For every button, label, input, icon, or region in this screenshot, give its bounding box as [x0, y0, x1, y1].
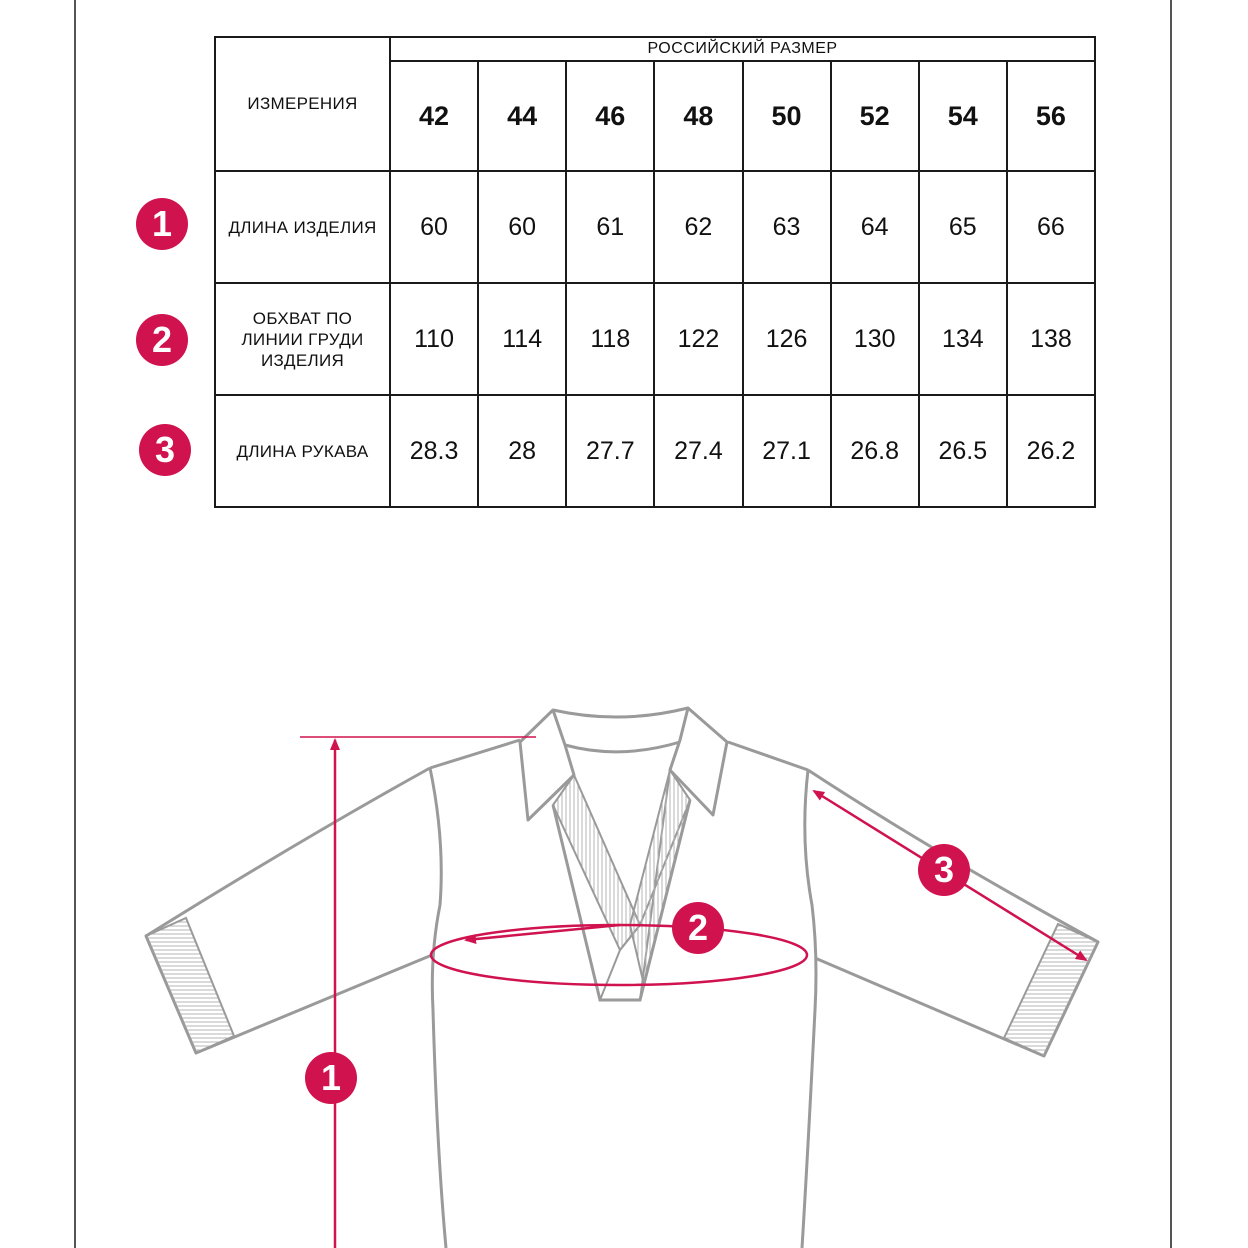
- table-cell: 26.8: [831, 395, 919, 507]
- diagram-marker-1: 1: [305, 1052, 357, 1104]
- table-cell: 63: [743, 171, 831, 283]
- neckline: [565, 742, 680, 752]
- table-cell: 28: [478, 395, 566, 507]
- russian-size-title: РОССИЙСКИЙ РАЗМЕР: [390, 37, 1095, 61]
- size-header: 42: [390, 61, 478, 171]
- size-header: 44: [478, 61, 566, 171]
- size-header: 48: [654, 61, 742, 171]
- size-header: 46: [566, 61, 654, 171]
- left-cuff: [146, 918, 234, 1053]
- table-cell: 114: [478, 283, 566, 395]
- body-left-side: [430, 768, 446, 1248]
- table-cell: 64: [831, 171, 919, 283]
- measurements-header: ИЗМЕРЕНИЯ: [215, 37, 390, 171]
- diagram-marker-3: 3: [918, 844, 970, 896]
- row-label-line: ИЗДЕЛИЯ: [260, 350, 345, 370]
- table-cell: 126: [743, 283, 831, 395]
- table-cell: 65: [919, 171, 1007, 283]
- table-cell: 138: [1007, 283, 1095, 395]
- placket-right-rib: [630, 770, 690, 985]
- table-cell: 60: [390, 171, 478, 283]
- table-cell: 118: [566, 283, 654, 395]
- diagram-marker-2: 2: [672, 902, 724, 954]
- body-right-side: [802, 770, 816, 1248]
- table-cell: 134: [919, 283, 1007, 395]
- right-cuff: [1004, 924, 1098, 1056]
- size-header: 52: [831, 61, 919, 171]
- right-shoulder: [728, 742, 808, 770]
- table-cell: 122: [654, 283, 742, 395]
- collar-back: [553, 708, 688, 717]
- size-header: 56: [1007, 61, 1095, 171]
- left-shoulder: [430, 740, 520, 768]
- table-cell: 61: [566, 171, 654, 283]
- table-cell: 62: [654, 171, 742, 283]
- table-cell: 27.4: [654, 395, 742, 507]
- size-header: 54: [919, 61, 1007, 171]
- row-label-line: ЛИНИИ ГРУДИ: [241, 329, 364, 349]
- table-cell: 26.5: [919, 395, 1007, 507]
- row-label-length: ДЛИНА ИЗДЕЛИЯ: [215, 171, 390, 283]
- table-cell: 110: [390, 283, 478, 395]
- table-cell: 60: [478, 171, 566, 283]
- row-marker-3: 3: [139, 424, 191, 476]
- row-marker-1: 1: [136, 198, 188, 250]
- row-label-sleeve: ДЛИНА РУКАВА: [215, 395, 390, 507]
- row-marker-2: 2: [136, 314, 188, 366]
- size-header: 50: [743, 61, 831, 171]
- table-cell: 26.2: [1007, 395, 1095, 507]
- table-cell: 66: [1007, 171, 1095, 283]
- row-label-line: ОБХВАТ ПО: [252, 308, 353, 328]
- table-cell: 27.1: [743, 395, 831, 507]
- table-cell: 130: [831, 283, 919, 395]
- table-cell: 27.7: [566, 395, 654, 507]
- table-cell: 28.3: [390, 395, 478, 507]
